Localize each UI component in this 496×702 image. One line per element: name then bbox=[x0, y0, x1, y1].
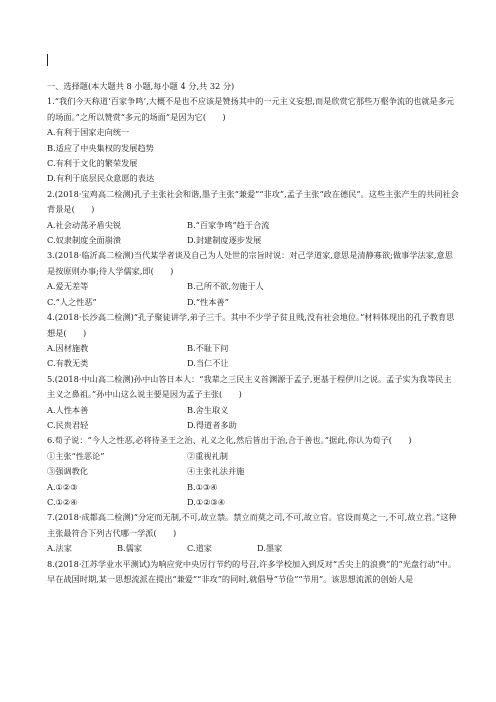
question-4-options-row-2 bbox=[47, 356, 459, 371]
question-4-option-b: B.不耻下问 bbox=[187, 342, 229, 353]
question-4-option-c: C.有教无类 bbox=[47, 358, 89, 369]
question-7-option-a: A.法家 bbox=[47, 543, 72, 554]
question-6-option-b: B.①③④ bbox=[187, 481, 218, 492]
question-3-option-b: B.己所不欲,勿施于人 bbox=[187, 281, 264, 292]
question-4-options-row-1 bbox=[47, 341, 459, 356]
question-2-option-d: D.封建制度逐步发展 bbox=[187, 235, 262, 246]
question-6-options-row-2 bbox=[47, 495, 459, 510]
question-5-stem: 5.(2018·中山高二检测)孙中山答日本人：“我辈之三民主义首渊源于孟子,更基于程伊川之说。孟子实为我等民主主义之鼻祖。”孙中山这么说主要是因为孟子主张( ) bbox=[47, 373, 452, 400]
question-3-options-row-2 bbox=[47, 295, 459, 310]
question-1-option-a: A.有利于国家走向统一 bbox=[47, 127, 130, 138]
question-1-option-d: D.有利于底层民众意愿的表达 bbox=[47, 173, 155, 184]
question-2-option-b: B.“百家争鸣”趋于合流 bbox=[187, 219, 270, 230]
question-6-statement-3: ③强调教化 bbox=[47, 466, 88, 477]
question-6-option-d: D.①②③④ bbox=[187, 496, 226, 507]
question-3-options-row-1 bbox=[47, 279, 459, 294]
question-4-option-a: A.因材施教 bbox=[47, 342, 89, 353]
question-3-option-a: A.爱无差等 bbox=[47, 281, 89, 292]
question-6-option-c: C.①②④ bbox=[47, 496, 78, 507]
question-list bbox=[47, 79, 459, 587]
question-6-statements-row-2 bbox=[47, 464, 459, 479]
question-5-options-row-2 bbox=[47, 418, 459, 433]
section-header: 一、选择题(本大题共 8 小题,每小题 4 分,共 32 分) bbox=[47, 81, 235, 91]
question-3-option-d: D.“性本善” bbox=[187, 296, 229, 307]
question-2-options-row-1 bbox=[47, 218, 459, 233]
question-1-option-c: C.有利于文化的繁荣发展 bbox=[47, 158, 138, 169]
question-6-statement-2: ②重视礼制 bbox=[187, 450, 228, 461]
question-7-stem: 7.(2018·成都高二检测)“分定而无制,不可,故立禁。禁立而莫之司,不可,故立官。官设而莫之一,不可,故立君。”这种主张最符合下列古代哪一学派( ) bbox=[47, 512, 457, 538]
question-8-stem: 8.(2018·江苏学业水平测试)为响应党中央厉行节约的号召,许多学校加入到反对“舌尖上的浪费”的“光盘行动”中。早在战国时期,某一思想流派在提出“兼爱”“非攻”的同时,就倡导“节俭”“节用”。该思想流派的创始人是 bbox=[47, 558, 457, 584]
question-6-options-row-1 bbox=[47, 480, 459, 495]
question-7-options-row bbox=[47, 541, 459, 556]
question-3-stem: 3.(2018·临沂高二检测)当代某学者谈及自己为人处世的宗旨时说：对己学道家,意思是清静寡欲;做事学法家,意思是按原则办事;待人学儒家,即( ) bbox=[47, 250, 453, 276]
question-7-option-b: B.儒家 bbox=[117, 543, 142, 554]
question-5-options-row-1 bbox=[47, 403, 459, 418]
question-4-stem: 4.(2018·长沙高二检测)“孔子聚徒讲学,弟子三千。其中不少学子贫且贱,没有社会地位。”材料体现出的孔子教育思想是( ) bbox=[47, 312, 455, 338]
question-2-stem: 2.(2018·宝鸡高二检测)孔子主张社会和谐,墨子主张“兼爱”“非攻”,孟子主张“政在德民”。这些主张产生的共同社会背景是( ) bbox=[47, 188, 459, 215]
question-4-option-d: D.当仁不让 bbox=[187, 358, 229, 369]
question-7-option-d: D.墨家 bbox=[257, 543, 283, 554]
question-2-option-c: C.奴隶制度全面崩溃 bbox=[47, 235, 122, 246]
text-cursor bbox=[47, 54, 48, 66]
question-2-option-a: A.社会动荡矛盾尖锐 bbox=[47, 219, 122, 230]
question-6-statement-1: ①主张“性恶论” bbox=[47, 450, 105, 461]
question-3-option-c: C.“人之性恶” bbox=[47, 296, 97, 307]
question-1-option-b: B.适应了中央集权的发展趋势 bbox=[47, 142, 154, 153]
question-5-option-b: B.舍生取义 bbox=[187, 404, 229, 415]
question-5-option-d: D.得道者多助 bbox=[187, 419, 237, 430]
question-7-option-c: C.道家 bbox=[187, 543, 212, 554]
question-6-statement-4: ④主张礼法并施 bbox=[187, 466, 245, 477]
question-6-statements-row-1 bbox=[47, 449, 459, 464]
question-1-stem: 1.“我们今天称道‘百家争鸣’,大概不是也不应该是赞扬其中的一元主义妄想,而是欣赏它那些万壑争流的也就是多元的场面。”之所以赞赏“多元的场面”是因为它( ) bbox=[47, 96, 455, 122]
question-5-option-a: A.人性本善 bbox=[47, 404, 89, 415]
question-5-option-c: C.民贵君轻 bbox=[47, 419, 89, 430]
question-2-options-row-2 bbox=[47, 233, 459, 248]
question-6-stem: 6.荀子说：“今人之性恶,必将待圣王之治、礼义之化,然后皆出于治,合于善也。”据此,你认为荀子( ) bbox=[47, 435, 412, 446]
question-6-option-a: A.①②③ bbox=[47, 481, 78, 492]
